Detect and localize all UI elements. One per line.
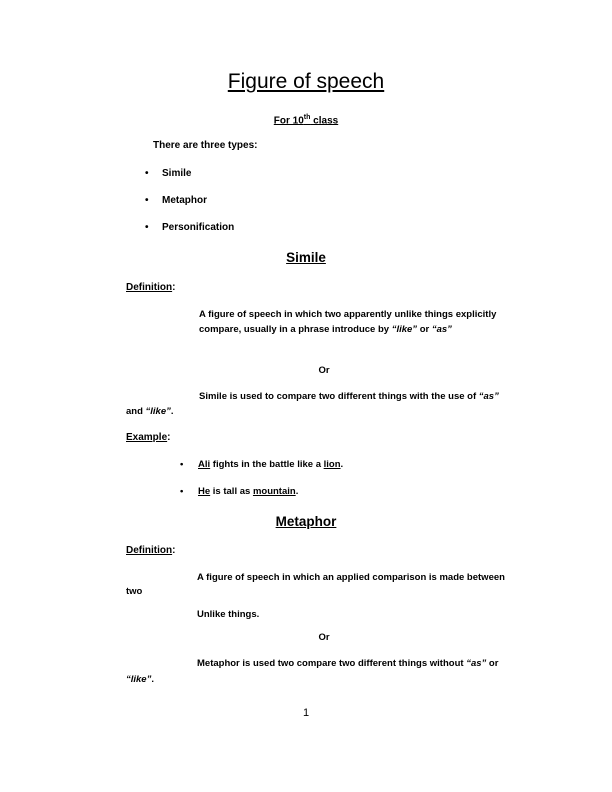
bullet-icon: •	[145, 222, 149, 233]
example-text: Ali fights in the battle like a lion.	[198, 459, 344, 470]
simile-alt-line1: Simile is used to compare two different things with the use of “as”	[199, 391, 499, 402]
metaphor-definition-line1: A figure of speech in which an applied comparison is made between	[197, 572, 505, 583]
list-item-label: Simile	[162, 168, 192, 179]
simile-heading: Simile	[286, 250, 326, 265]
subtitle	[0, 114, 612, 126]
bullet-icon: •	[180, 486, 184, 497]
metaphor-alt-line2: “like”.	[126, 674, 154, 685]
bullet-icon: •	[145, 168, 149, 179]
metaphor-definition-line2: two	[126, 586, 143, 597]
subtitle-sup: th	[303, 114, 311, 121]
simile-definition-line2: compare, usually in a phrase introduce by “like” or “as”	[199, 324, 452, 335]
bullet-icon: •	[145, 195, 149, 206]
intro-text: There are three types:	[153, 140, 258, 151]
simile-example-1	[180, 459, 344, 470]
metaphor-or: Or	[318, 632, 330, 643]
metaphor-definition-line3: Unlike things.	[197, 609, 260, 620]
metaphor-definition-label: Definition:	[126, 545, 176, 556]
bullet-icon: •	[180, 459, 184, 470]
simile-definition-line1: A figure of speech in which two apparently unlike things explicitly	[199, 309, 497, 320]
metaphor-heading: Metaphor	[275, 514, 337, 529]
list-item-label: Metaphor	[162, 195, 207, 206]
simile-or: Or	[318, 365, 330, 376]
simile-example-label: Example:	[126, 432, 171, 443]
metaphor-alt-line1: Metaphor is used two compare two different things without “as” or	[197, 658, 499, 669]
page-title: Figure of speech	[227, 70, 385, 93]
simile-definition-label: Definition:	[126, 282, 176, 293]
subtitle-suffix: class	[310, 115, 339, 127]
example-text: He is tall as mountain.	[198, 486, 299, 497]
subtitle-prefix: For 10	[273, 115, 304, 127]
list-item-label: Personification	[162, 222, 235, 233]
simile-example-2	[180, 486, 299, 497]
simile-alt-line2: and “like”.	[126, 406, 174, 417]
page-number: 1	[302, 707, 310, 719]
